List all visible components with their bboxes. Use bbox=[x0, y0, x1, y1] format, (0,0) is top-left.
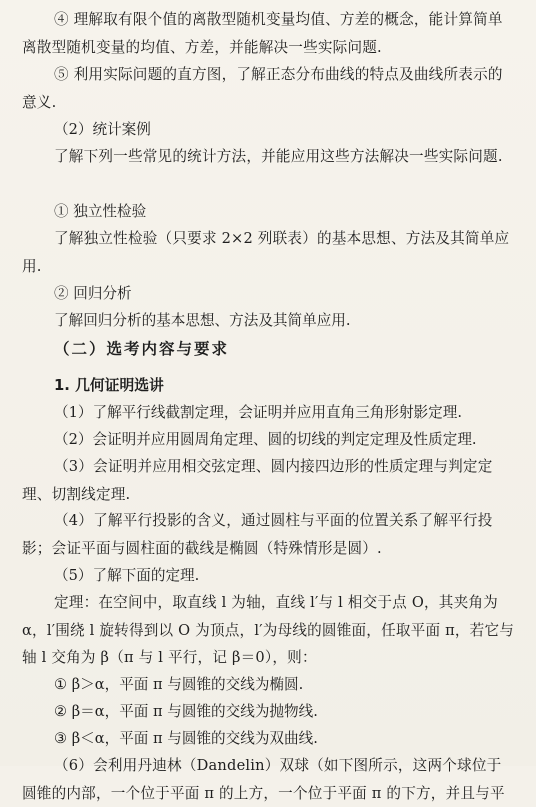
item-hyperbola-case: ③ β＜α，平面 π 与圆锥的交线为双曲线. bbox=[54, 730, 318, 747]
paragraph-regression-analysis: 了解回归分析的基本思想、方法及其简单应用. bbox=[54, 312, 351, 329]
paragraph-statistics-methods: 了解下列一些常见的统计方法，并能应用这些方法解决一些实际问题. bbox=[54, 148, 503, 165]
paragraph-parallel-projection: （4）了解平行投影的含义，通过圆柱与平面的位置关系了解平行投影；会证平面与圆柱面的截线是椭圆（特殊情形是圆）. bbox=[22, 512, 493, 557]
paragraph-theorem-intro: （5）了解下面的定理. bbox=[54, 567, 200, 584]
paragraph-chord-theorem: （3）会证明并应用相交弦定理、圆内接四边形的性质定理与判定定理、切割线定理. bbox=[22, 458, 493, 503]
subsection-statistics-cases: （2）统计案例 bbox=[54, 121, 151, 138]
paragraph-independence-test: 了解独立性检验（只要求 2×2 列联表）的基本思想、方法及其简单应用. bbox=[22, 230, 510, 275]
paragraph-parallel-line-theorem: （1）了解平行线截割定理，会证明并应用直角三角形射影定理. bbox=[54, 404, 462, 421]
item-ellipse-case: ① β＞α，平面 π 与圆锥的交线为椭圆. bbox=[54, 676, 304, 693]
item-parabola-case: ② β＝α，平面 π 与圆锥的交线为抛物线. bbox=[54, 703, 318, 720]
paragraph-inscribed-angle-theorem: （2）会证明并应用圆周角定理、圆的切线的判定定理及性质定理. bbox=[54, 431, 477, 448]
paragraph-dandelin-spheres: （6）会利用丹迪林（Dandelin）双球（如下图所示，这两个球位于圆锥的内部，一个位于平面 π 的上方，一个位于平面 π 的下方，并且与平 bbox=[22, 757, 505, 802]
item-regression-analysis: ② 回归分析 bbox=[54, 285, 132, 302]
item-independence-test: ① 独立性检验 bbox=[54, 203, 147, 220]
paragraph-normal-distribution: ⑤ 利用实际问题的直方图，了解正态分布曲线的特点及曲线所表示的意义. bbox=[22, 66, 503, 111]
section-heading-geometry-proof: 1. 几何证明选讲 bbox=[54, 377, 164, 394]
paragraph-conic-theorem: 定理：在空间中，取直线 l 为轴，直线 l′与 l 相交于点 O，其夹角为 α，l′围绕 l 旋转得到以 O 为顶点，l′为母线的圆锥面，任取平面 π，若它与轴 l 交角为 β（π 与 l 平行，记 β＝0），则： bbox=[22, 594, 515, 666]
section-heading-elective: （二）选考内容与要求 bbox=[54, 340, 230, 358]
paragraph-variance-concept: ④ 理解取有限个值的离散型随机变量均值、方差的概念，能计算简单离散型随机变量的均值、方差，并能解决一些实际问题. bbox=[22, 11, 503, 56]
